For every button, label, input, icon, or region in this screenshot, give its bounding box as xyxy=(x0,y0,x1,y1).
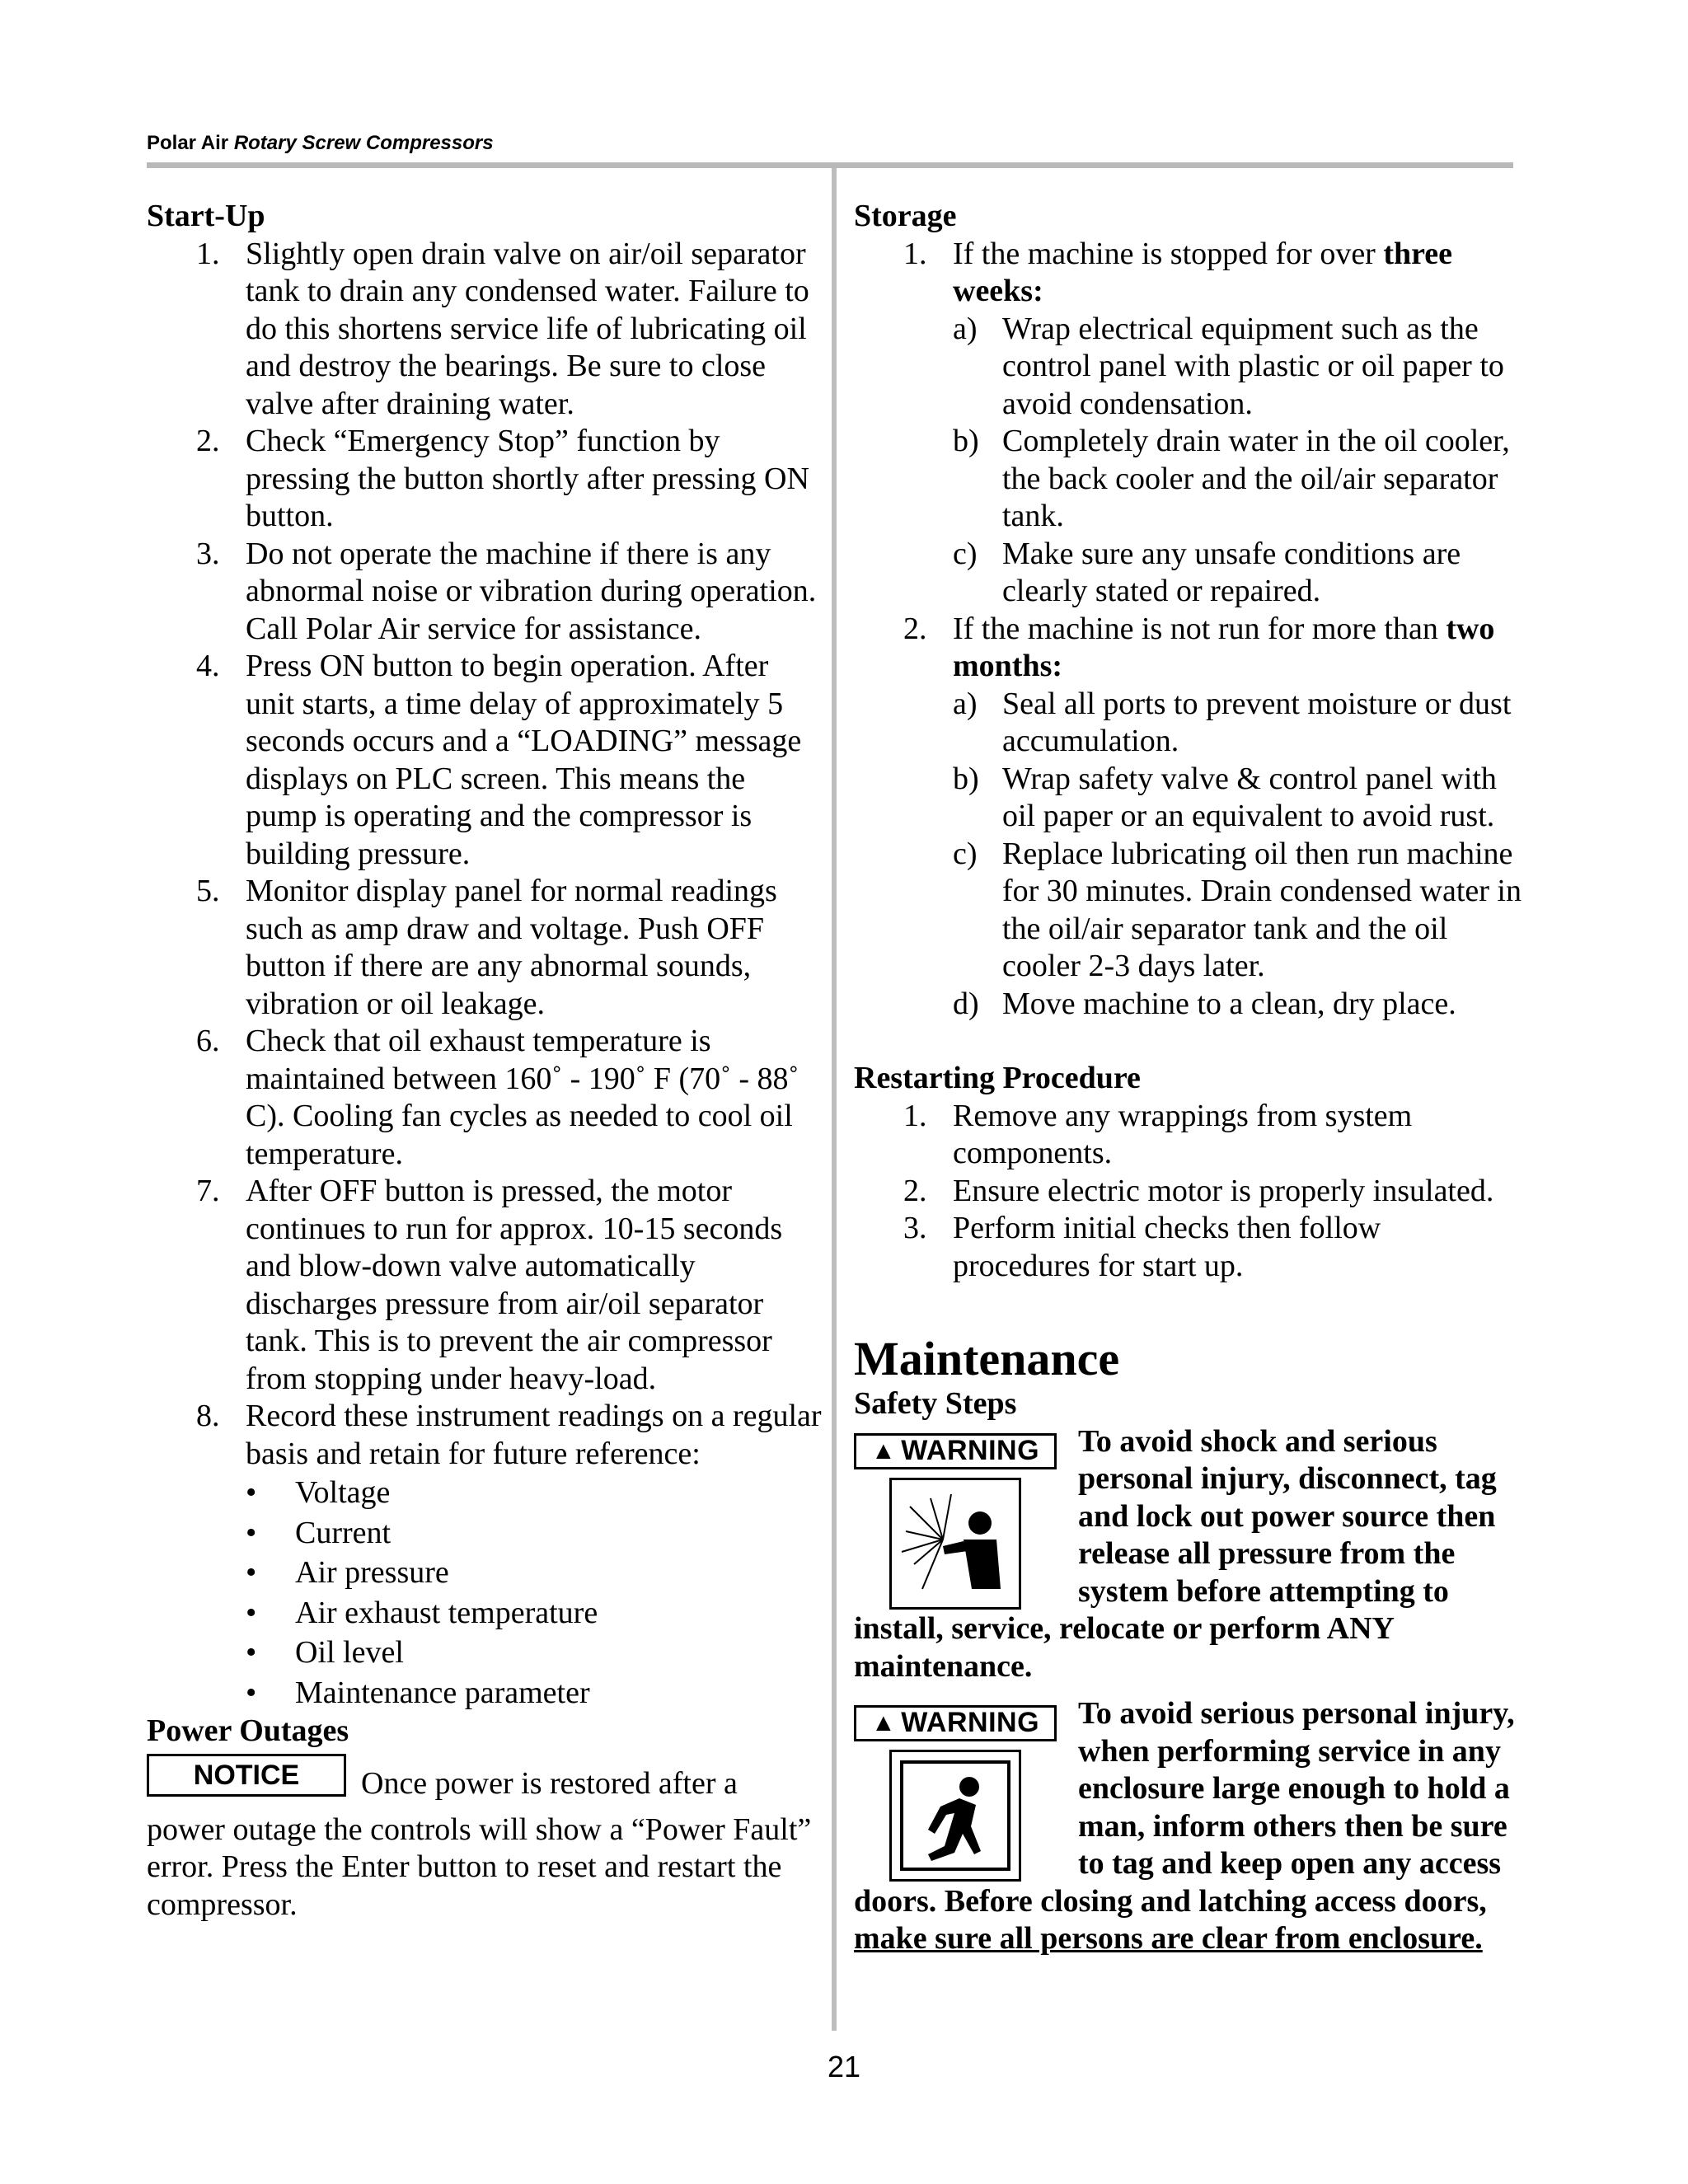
sub-text: Make sure any unsafe conditions are clearly stated or repaired. xyxy=(1002,536,1461,608)
bullet-item xyxy=(246,1633,823,1673)
sub-text: Seal all ports to prevent moisture or dust accumulation. xyxy=(1002,686,1512,758)
readings-bullet-list xyxy=(246,1473,823,1713)
item-text: Perform initial checks then follow procedures for start up. xyxy=(953,1211,1381,1283)
storage-sublist xyxy=(953,686,1523,1024)
notice-label: NOTICE xyxy=(147,1754,346,1797)
power-outage-paragraph xyxy=(147,1750,823,1922)
item-number: 2. xyxy=(903,1173,927,1208)
item-number: 4. xyxy=(196,649,220,683)
item-number: 7. xyxy=(196,1174,220,1208)
sub-item xyxy=(953,536,1523,611)
item-text: Record these instrument readings on a regular basis and retain for future reference: xyxy=(246,1399,822,1471)
warning-label xyxy=(854,1705,1057,1741)
item-text: Press ON button to begin operation. After unit starts, a time delay of approximately 5 seconds occurs and a “LOADING” message displays on PLC screen. This means the pump is operating and the compressor is building pressure. xyxy=(246,649,802,871)
warning-label-text: WARNING xyxy=(901,1434,1040,1466)
warning-triangle-icon: ▲ xyxy=(870,1709,897,1737)
bullet-text: Air exhaust temperature xyxy=(295,1595,598,1630)
item-text: Remove any wrappings from system components. xyxy=(953,1098,1413,1170)
item-number: 6. xyxy=(196,1024,220,1058)
item-text: After OFF button is pressed, the motor continues to run for approx. 10-15 seconds and blow-down valve automatically discharges pressure from air/oil separator tank. This is to prevent the air compressor from stopping under heavy-load. xyxy=(246,1174,783,1396)
list-item xyxy=(854,1173,1523,1211)
bullet-text: Maintenance parameter xyxy=(295,1675,590,1710)
list-item xyxy=(854,1098,1523,1173)
spacer xyxy=(854,1285,1523,1326)
warning-text-shock: To avoid shock and serious personal injury, disconnect, tag and lock out power source then release all pressure from the system before attempting to install, service, relocate or perform ANY maintenance. xyxy=(854,1423,1497,1684)
item-number: 3. xyxy=(903,1211,927,1245)
list-item xyxy=(854,1210,1523,1285)
list-item xyxy=(854,611,1523,1024)
sub-item xyxy=(953,686,1523,761)
item-number: 1. xyxy=(196,236,220,271)
sub-letter: d) xyxy=(953,986,979,1021)
list-item xyxy=(147,423,823,536)
sub-item xyxy=(953,986,1523,1024)
warning-text-enclosure: To avoid serious personal injury, when performing service in any enclosure large enough to hold a man, inform others then be sure to tag and keep open any access doors. Before closing and latching access doors, xyxy=(854,1696,1515,1919)
item-text: Slightly open drain valve on air/oil separator tank to drain any condensed water. Failure to do this shortens service life of lubricating oil and destroy the bearings. Be sure to close valve after draining water. xyxy=(246,236,809,421)
item-text: Check “Emergency Stop” function by pressing the button shortly after pressing ON button. xyxy=(246,424,809,533)
item-text-bold: three weeks: xyxy=(953,236,1453,308)
list-item xyxy=(147,536,823,649)
list-item xyxy=(147,648,823,873)
item-number: 1. xyxy=(903,236,927,271)
bullet-text: Air pressure xyxy=(295,1555,449,1590)
storage-sublist xyxy=(953,311,1523,611)
item-number: 5. xyxy=(196,874,220,908)
warning-block-enclosure xyxy=(854,1695,1523,1958)
warning-label xyxy=(854,1433,1057,1469)
left-column xyxy=(147,198,823,1922)
warning-text-enclosure-underlined: make sure all persons are clear from enclosure. xyxy=(854,1921,1483,1956)
page-header xyxy=(147,132,494,155)
sub-letter: a) xyxy=(953,686,978,721)
page-number: 21 xyxy=(827,2050,861,2083)
sub-item xyxy=(953,836,1523,986)
sub-letter: c) xyxy=(953,536,978,571)
startup-heading: Start-Up xyxy=(147,199,265,233)
power-outage-text: Once power is restored after a power outage the controls will show a “Power Fault” error. Press the Enter button to reset and restart the compressor. xyxy=(147,1765,812,1922)
list-item xyxy=(147,873,823,1023)
list-item xyxy=(147,1023,823,1173)
bullet-icon: • xyxy=(246,1675,257,1710)
item-number: 2. xyxy=(196,424,220,458)
column-divider xyxy=(832,168,837,2031)
warning-sign xyxy=(854,1433,1057,1610)
bullet-icon: • xyxy=(246,1595,257,1630)
list-item xyxy=(854,236,1523,611)
header-divider xyxy=(147,162,1513,168)
warning-block-shock xyxy=(854,1423,1523,1686)
list-item xyxy=(147,1398,823,1473)
warning-label-text: WARNING xyxy=(901,1707,1040,1739)
power-outages-heading: Power Outages xyxy=(147,1713,349,1748)
sub-item xyxy=(953,311,1523,424)
warning-triangle-icon: ▲ xyxy=(870,1436,897,1465)
bullet-icon: • xyxy=(246,1635,257,1670)
item-number: 8. xyxy=(196,1399,220,1433)
startup-list xyxy=(147,236,823,1474)
warning-sign xyxy=(854,1705,1057,1882)
bullet-icon: • xyxy=(246,1515,257,1550)
list-item xyxy=(147,1173,823,1398)
bullet-text: Oil level xyxy=(295,1635,404,1670)
storage-heading: Storage xyxy=(854,199,957,233)
item-text: If the machine is stopped for over xyxy=(953,236,1384,271)
restarting-heading: Restarting Procedure xyxy=(854,1061,1141,1095)
spacer xyxy=(854,1023,1523,1060)
confined-space-icon xyxy=(889,1750,1021,1882)
safety-steps-heading: Safety Steps xyxy=(854,1386,1017,1421)
item-number: 3. xyxy=(196,536,220,571)
storage-list xyxy=(854,236,1523,1024)
maintenance-title: Maintenance xyxy=(854,1332,1120,1385)
sub-text: Wrap electrical equipment such as the control panel with plastic or oil paper to avoid condensation. xyxy=(1002,311,1504,421)
sub-letter: b) xyxy=(953,424,979,458)
sub-letter: c) xyxy=(953,836,978,871)
bullet-icon: • xyxy=(246,1555,257,1590)
bullet-text: Voltage xyxy=(295,1475,391,1510)
item-text: Check that oil exhaust temperature is maintained between 160˚ - 190˚ F (70˚ - 88˚ C). Cooling fan cycles as needed to cool oil temperature. xyxy=(246,1024,799,1171)
right-column xyxy=(854,198,1523,1958)
bullet-item xyxy=(246,1513,823,1554)
item-text: Do not operate the machine if there is any abnormal noise or vibration during operation. Call Polar Air service for assistance. xyxy=(246,536,817,646)
electric-shock-icon xyxy=(889,1478,1021,1610)
sub-text: Move machine to a clean, dry place. xyxy=(1002,986,1456,1021)
sub-item xyxy=(953,761,1523,836)
header-brand: Polar Air xyxy=(147,132,229,154)
item-text: If the machine is not run for more than xyxy=(953,611,1447,646)
sub-letter: b) xyxy=(953,761,979,796)
header-subtitle: Rotary Screw Compressors xyxy=(233,132,494,154)
item-number: 1. xyxy=(903,1098,927,1133)
item-text: Ensure electric motor is properly insulated. xyxy=(953,1173,1494,1208)
bullet-item xyxy=(246,1553,823,1593)
sub-letter: a) xyxy=(953,311,978,346)
bullet-item xyxy=(246,1593,823,1633)
bullet-item xyxy=(246,1473,823,1513)
sub-item xyxy=(953,423,1523,536)
sub-text: Wrap safety valve & control panel with oil paper or an equivalent to avoid rust. xyxy=(1002,761,1497,833)
item-text: Monitor display panel for normal readings such as amp draw and voltage. Push OFF button if there are any abnormal sounds, vibration or oil leakage. xyxy=(246,874,777,1021)
restarting-list xyxy=(854,1098,1523,1286)
list-item xyxy=(147,236,823,424)
sub-text: Completely drain water in the oil cooler, the back cooler and the oil/air separator tank. xyxy=(1002,424,1510,533)
item-number: 2. xyxy=(903,611,927,646)
bullet-text: Current xyxy=(295,1515,392,1550)
bullet-icon: • xyxy=(246,1475,257,1510)
bullet-item xyxy=(246,1673,823,1713)
sub-text: Replace lubricating oil then run machine for 30 minutes. Drain condensed water in the oil/air separator tank and the oil cooler 2-3 days later. xyxy=(1002,836,1522,983)
item-text-bold: two months: xyxy=(953,611,1495,683)
